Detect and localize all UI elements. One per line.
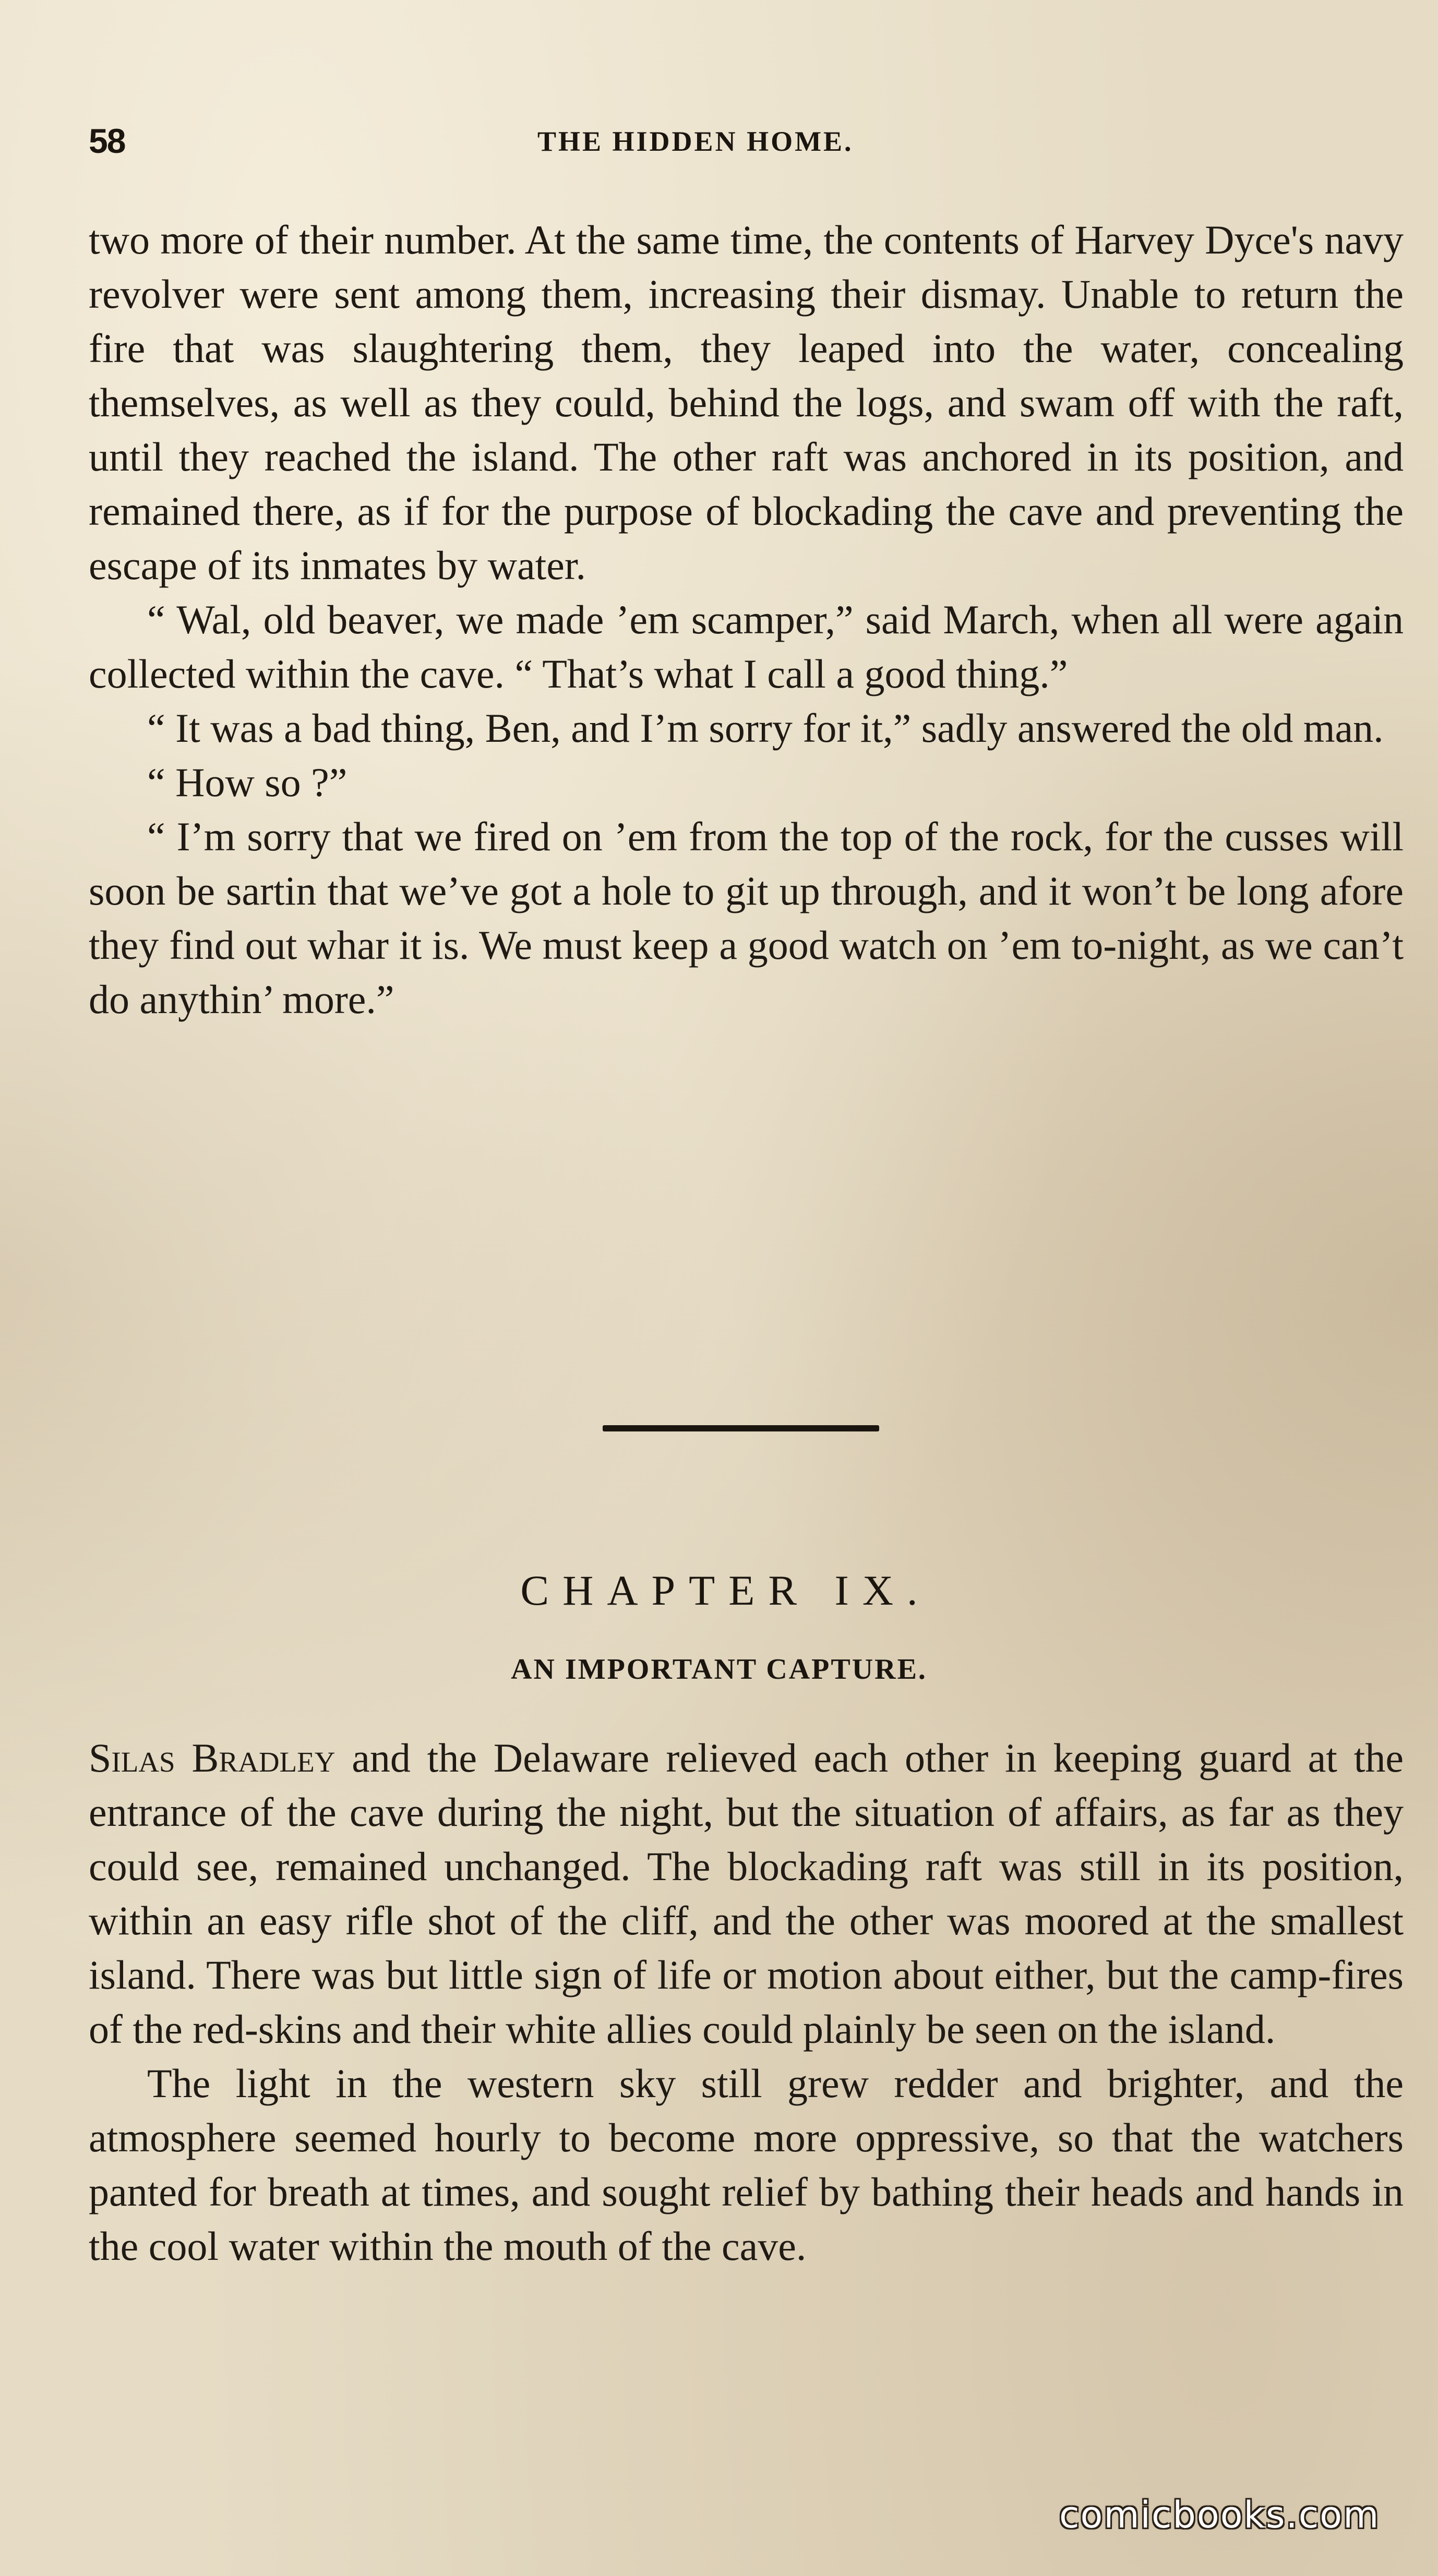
paragraph-dialogue-sorry: “ I’m sorry that we fired on ’em from the top of the rock, for the cusses will soon be sartin that we’ve got a hole to git up through, and it won’t be long afore they find out whar it is. We must keep a good watch on ’em to-night, as we can’t do anythin’ more.” <box>89 814 1404 1022</box>
chapter-subtitle: AN IMPORTANT CAPTURE. <box>511 1653 927 1686</box>
chapter-paragraph-1 <box>89 1731 1404 2056</box>
paragraph-dialogue-how-so: “ How so ?” <box>147 760 347 805</box>
running-title: THE HIDDEN HOME. <box>537 126 854 157</box>
watermark-logo: comicbooks.com <box>1059 2494 1380 2536</box>
section-divider-rule <box>603 1425 879 1431</box>
paragraph-dialogue-march: “ Wal, old beaver, we made ’em scamper,” said March, when all were again collected within the cave. “ That’s what I call a good thing.” <box>89 597 1404 696</box>
paragraph-dialogue-old-man: “ It was a bad thing, Ben, and I’m sorry for it,” sadly answered the old man. <box>147 705 1384 751</box>
chapter-heading: CHAPTER IX. <box>520 1567 931 1614</box>
text-before-break <box>89 213 1404 1027</box>
chapter-text <box>89 1731 1404 2273</box>
chapter-paragraph-2: The light in the western sky still grew redder and brighter, and the atmosphere seemed hourly to become more oppressive, so that the watchers panted for breath at times, and sought relief by bathing their heads and hands in the cool water within the mouth of the cave. <box>89 2061 1404 2269</box>
paragraph-continuation: two more of their number. At the same time, the contents of Harvey Dyce's navy revolver were sent among them, increasing their dismay. Unable to return the fire that was slaughtering them, they leaped into the water, concealing themselves, as well as they could, behind the logs, and swam off with the raft, until they reached the island. The other raft was anchored in its position, and remained there, as if for the purpose of blockading the cave and preventing the escape of its inmates by water. <box>89 217 1404 588</box>
chapter-paragraph-1-text: and the Delaware relieved each other in keeping guard at the entrance of the cave during the night, but the situation of affairs, as far as they could see, remained unchanged. The blockading raft was still in its position, within an easy rifle shot of the cliff, and the other was moored at the smallest island. There was but little sign of life or motion about either, but the camp-fires of the red-skins and their white allies could plainly be seen on the island. <box>89 1735 1404 2052</box>
page-number: 58 <box>89 122 125 160</box>
opening-words: Silas Bradley <box>89 1735 335 1780</box>
running-head <box>89 121 1404 163</box>
